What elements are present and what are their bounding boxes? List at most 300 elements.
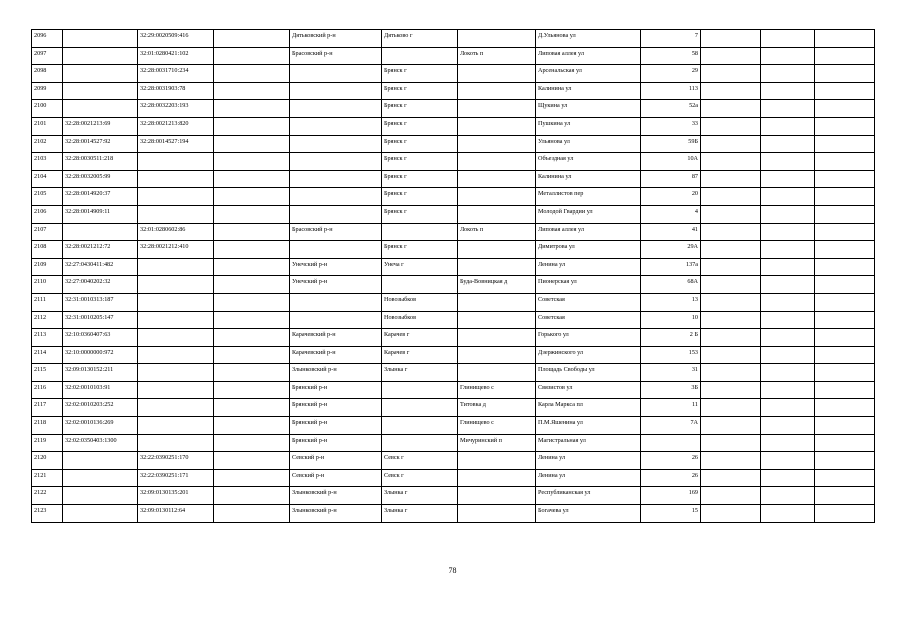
district-cell: Брянский р-н: [290, 417, 382, 435]
district-cell: Злынковский р-н: [290, 364, 382, 382]
empty-column-cell: [214, 170, 290, 188]
extra-column-1-cell: [701, 487, 761, 505]
extra-column-3-cell: [815, 399, 875, 417]
extra-column-2-cell: [761, 47, 815, 65]
cadastral-number-1-cell: 32:28:0021212:72: [63, 241, 138, 259]
street-cell: Щукина ул: [536, 100, 641, 118]
row-number-cell: 2116: [32, 381, 63, 399]
street-cell: Объездная ул: [536, 153, 641, 171]
extra-column-2-cell: [761, 100, 815, 118]
settlement-cell: [458, 241, 536, 259]
district-cell: [290, 100, 382, 118]
city-cell: Брянск г: [382, 188, 458, 206]
cadastral-number-1-cell: 32:28:0030511:218: [63, 153, 138, 171]
cadastral-number-2-cell: 32:09:0130112:64: [138, 505, 214, 523]
district-cell: Брянский р-н: [290, 381, 382, 399]
row-number-cell: 2097: [32, 47, 63, 65]
extra-column-3-cell: [815, 241, 875, 259]
district-cell: [290, 205, 382, 223]
row-number-cell: 2119: [32, 434, 63, 452]
city-cell: [382, 399, 458, 417]
house-number-cell: 29А: [641, 241, 701, 259]
empty-column-cell: [214, 258, 290, 276]
row-number-cell: 2123: [32, 505, 63, 523]
empty-column-cell: [214, 399, 290, 417]
page-number: 78: [448, 566, 457, 575]
table-row: [32, 364, 875, 382]
house-number-cell: 52а: [641, 100, 701, 118]
extra-column-3-cell: [815, 82, 875, 100]
row-number-cell: 2115: [32, 364, 63, 382]
street-cell: Димитрова ул: [536, 241, 641, 259]
extra-column-1-cell: [701, 276, 761, 294]
street-cell: Площадь Свободы ул: [536, 364, 641, 382]
row-number-cell: 2113: [32, 329, 63, 347]
extra-column-3-cell: [815, 293, 875, 311]
house-number-cell: 2 Б: [641, 329, 701, 347]
settlement-cell: [458, 117, 536, 135]
extra-column-1-cell: [701, 311, 761, 329]
cadastral-number-1-cell: 32:28:0021213:69: [63, 117, 138, 135]
extra-column-1-cell: [701, 434, 761, 452]
city-cell: Брянск г: [382, 153, 458, 171]
empty-column-cell: [214, 469, 290, 487]
extra-column-2-cell: [761, 188, 815, 206]
street-cell: Пушкина ул: [536, 117, 641, 135]
extra-column-1-cell: [701, 223, 761, 241]
street-cell: Пионерская ул: [536, 276, 641, 294]
extra-column-2-cell: [761, 293, 815, 311]
house-number-cell: 29: [641, 65, 701, 83]
table-row: [32, 100, 875, 118]
street-cell: Связистов ул: [536, 381, 641, 399]
district-cell: Севский р-н: [290, 452, 382, 470]
empty-column-cell: [214, 82, 290, 100]
cadastral-number-2-cell: [138, 329, 214, 347]
extra-column-2-cell: [761, 241, 815, 259]
settlement-cell: [458, 505, 536, 523]
settlement-cell: [458, 82, 536, 100]
street-cell: Ульянова ул: [536, 135, 641, 153]
street-cell: П.М.Яшенина ул: [536, 417, 641, 435]
extra-column-3-cell: [815, 47, 875, 65]
district-cell: Дятьковский р-н: [290, 30, 382, 48]
empty-column-cell: [214, 276, 290, 294]
extra-column-3-cell: [815, 364, 875, 382]
settlement-cell: [458, 293, 536, 311]
district-cell: Брасовский р-н: [290, 47, 382, 65]
cadastral-number-1-cell: 32:02:0010103:91: [63, 381, 138, 399]
district-cell: [290, 293, 382, 311]
extra-column-3-cell: [815, 258, 875, 276]
street-cell: Советская: [536, 293, 641, 311]
extra-column-2-cell: [761, 487, 815, 505]
table-row: [32, 311, 875, 329]
house-number-cell: 7: [641, 30, 701, 48]
city-cell: Брянск г: [382, 100, 458, 118]
city-cell: Злынка г: [382, 505, 458, 523]
cadastral-number-1-cell: [63, 47, 138, 65]
row-number-cell: 2112: [32, 311, 63, 329]
empty-column-cell: [214, 205, 290, 223]
city-cell: Карачев г: [382, 346, 458, 364]
cadastral-number-2-cell: [138, 346, 214, 364]
settlement-cell: Титовка д: [458, 399, 536, 417]
table-row: [32, 117, 875, 135]
extra-column-1-cell: [701, 117, 761, 135]
street-cell: Дзержинского ул: [536, 346, 641, 364]
street-cell: Магистральная ул: [536, 434, 641, 452]
settlement-cell: [458, 153, 536, 171]
row-number-cell: 2106: [32, 205, 63, 223]
cadastral-number-2-cell: 32:28:0021213:820: [138, 117, 214, 135]
extra-column-2-cell: [761, 399, 815, 417]
settlement-cell: [458, 65, 536, 83]
extra-column-2-cell: [761, 276, 815, 294]
district-cell: [290, 82, 382, 100]
settlement-cell: Мичуринский п: [458, 434, 536, 452]
cadastral-number-1-cell: 32:10:0000000:972: [63, 346, 138, 364]
cadastral-number-2-cell: [138, 434, 214, 452]
extra-column-2-cell: [761, 258, 815, 276]
cadastral-number-2-cell: [138, 205, 214, 223]
row-number-cell: 2103: [32, 153, 63, 171]
street-cell: Молодой Гвардии ул: [536, 205, 641, 223]
cadastral-number-2-cell: 32:28:0031903:78: [138, 82, 214, 100]
cadastral-number-2-cell: 32:22:0390251:170: [138, 452, 214, 470]
extra-column-1-cell: [701, 346, 761, 364]
street-cell: Ленина ул: [536, 469, 641, 487]
extra-column-1-cell: [701, 417, 761, 435]
empty-column-cell: [214, 364, 290, 382]
table-row: [32, 241, 875, 259]
empty-column-cell: [214, 153, 290, 171]
extra-column-3-cell: [815, 469, 875, 487]
extra-column-2-cell: [761, 205, 815, 223]
district-cell: [290, 311, 382, 329]
extra-column-3-cell: [815, 276, 875, 294]
row-number-cell: 2108: [32, 241, 63, 259]
extra-column-2-cell: [761, 30, 815, 48]
street-cell: Республиканская ул: [536, 487, 641, 505]
city-cell: Брянск г: [382, 65, 458, 83]
table-row: [32, 47, 875, 65]
district-cell: Карачевский р-н: [290, 346, 382, 364]
cadastral-number-1-cell: [63, 505, 138, 523]
extra-column-3-cell: [815, 100, 875, 118]
settlement-cell: [458, 346, 536, 364]
empty-column-cell: [214, 65, 290, 83]
cadastral-number-1-cell: 32:02:0350403:1300: [63, 434, 138, 452]
row-number-cell: 2107: [32, 223, 63, 241]
row-number-cell: 2100: [32, 100, 63, 118]
settlement-cell: [458, 170, 536, 188]
cadastral-number-2-cell: [138, 381, 214, 399]
row-number-cell: 2117: [32, 399, 63, 417]
extra-column-1-cell: [701, 153, 761, 171]
table-row: [32, 30, 875, 48]
house-number-cell: 7А: [641, 417, 701, 435]
settlement-cell: Локоть п: [458, 223, 536, 241]
cadastral-number-1-cell: [63, 65, 138, 83]
street-cell: Калинина ул: [536, 82, 641, 100]
district-cell: Брянский р-н: [290, 399, 382, 417]
city-cell: Новозыбков: [382, 293, 458, 311]
cadastral-number-2-cell: [138, 293, 214, 311]
street-cell: Советская: [536, 311, 641, 329]
cadastral-number-1-cell: 32:27:0040202:32: [63, 276, 138, 294]
cadastral-number-2-cell: 32:28:0021212:410: [138, 241, 214, 259]
cadastral-number-2-cell: 32:01:0280421:102: [138, 47, 214, 65]
empty-column-cell: [214, 487, 290, 505]
extra-column-2-cell: [761, 346, 815, 364]
empty-column-cell: [214, 30, 290, 48]
district-cell: Брянский р-н: [290, 434, 382, 452]
table-row: [32, 205, 875, 223]
extra-column-3-cell: [815, 311, 875, 329]
extra-column-2-cell: [761, 329, 815, 347]
cadastral-number-2-cell: 32:28:0031710:234: [138, 65, 214, 83]
table-row: [32, 487, 875, 505]
city-cell: Севск г: [382, 452, 458, 470]
city-cell: Унеча г: [382, 258, 458, 276]
row-number-cell: 2120: [32, 452, 63, 470]
street-cell: Липовая аллея ул: [536, 223, 641, 241]
table-row: [32, 223, 875, 241]
settlement-cell: [458, 452, 536, 470]
empty-column-cell: [214, 100, 290, 118]
street-cell: Арсенальская ул: [536, 65, 641, 83]
house-number-cell: 153: [641, 346, 701, 364]
extra-column-3-cell: [815, 170, 875, 188]
house-number-cell: 13: [641, 293, 701, 311]
city-cell: Брянск г: [382, 117, 458, 135]
cadastral-number-1-cell: [63, 223, 138, 241]
extra-column-1-cell: [701, 65, 761, 83]
register-table-container: [31, 29, 874, 523]
settlement-cell: [458, 100, 536, 118]
extra-column-3-cell: [815, 346, 875, 364]
row-number-cell: 2121: [32, 469, 63, 487]
street-cell: Д.Ульянова ул: [536, 30, 641, 48]
row-number-cell: 2110: [32, 276, 63, 294]
street-cell: Калинина ул: [536, 170, 641, 188]
cadastral-number-2-cell: 32:29:0020509:416: [138, 30, 214, 48]
extra-column-3-cell: [815, 329, 875, 347]
cadastral-number-1-cell: 32:28:0032005:99: [63, 170, 138, 188]
cadastral-number-2-cell: 32:28:0032203:193: [138, 100, 214, 118]
extra-column-2-cell: [761, 505, 815, 523]
table-row: [32, 153, 875, 171]
extra-column-3-cell: [815, 188, 875, 206]
cadastral-number-2-cell: 32:01:0280602:86: [138, 223, 214, 241]
extra-column-2-cell: [761, 135, 815, 153]
cadastral-number-1-cell: 32:02:0010136:269: [63, 417, 138, 435]
street-cell: Ленина ул: [536, 258, 641, 276]
extra-column-1-cell: [701, 241, 761, 259]
house-number-cell: 59Б: [641, 135, 701, 153]
settlement-cell: [458, 188, 536, 206]
table-row: [32, 65, 875, 83]
city-cell: [382, 434, 458, 452]
city-cell: Злынка г: [382, 487, 458, 505]
city-cell: Брянск г: [382, 170, 458, 188]
house-number-cell: 33: [641, 117, 701, 135]
district-cell: [290, 135, 382, 153]
table-row: [32, 399, 875, 417]
cadastral-number-1-cell: [63, 487, 138, 505]
settlement-cell: [458, 258, 536, 276]
street-cell: Богачева ул: [536, 505, 641, 523]
city-cell: Севск г: [382, 469, 458, 487]
city-cell: Новозыбков: [382, 311, 458, 329]
extra-column-1-cell: [701, 188, 761, 206]
street-cell: Карла Маркса пл: [536, 399, 641, 417]
empty-column-cell: [214, 241, 290, 259]
house-number-cell: 20: [641, 188, 701, 206]
district-cell: [290, 241, 382, 259]
cadastral-number-2-cell: [138, 153, 214, 171]
extra-column-1-cell: [701, 47, 761, 65]
house-number-cell: 26: [641, 469, 701, 487]
extra-column-1-cell: [701, 469, 761, 487]
cadastral-number-1-cell: 32:31:0010205:147: [63, 311, 138, 329]
extra-column-1-cell: [701, 135, 761, 153]
house-number-cell: 3Б: [641, 381, 701, 399]
city-cell: Злынка г: [382, 364, 458, 382]
extra-column-2-cell: [761, 434, 815, 452]
district-cell: Севский р-н: [290, 469, 382, 487]
house-number-cell: 68А: [641, 276, 701, 294]
extra-column-2-cell: [761, 381, 815, 399]
house-number-cell: 15: [641, 505, 701, 523]
empty-column-cell: [214, 346, 290, 364]
city-cell: Брянск г: [382, 135, 458, 153]
city-cell: Дятьково г: [382, 30, 458, 48]
extra-column-3-cell: [815, 65, 875, 83]
empty-column-cell: [214, 311, 290, 329]
extra-column-1-cell: [701, 381, 761, 399]
cadastral-number-2-cell: [138, 170, 214, 188]
empty-column-cell: [214, 135, 290, 153]
house-number-cell: 10А: [641, 153, 701, 171]
cadastral-number-2-cell: [138, 258, 214, 276]
table-row: [32, 135, 875, 153]
district-cell: Злынковский р-н: [290, 505, 382, 523]
house-number-cell: 87: [641, 170, 701, 188]
street-cell: Металлистов пер: [536, 188, 641, 206]
cadastral-number-2-cell: [138, 399, 214, 417]
extra-column-2-cell: [761, 117, 815, 135]
extra-column-3-cell: [815, 487, 875, 505]
district-cell: [290, 153, 382, 171]
cadastral-number-2-cell: [138, 417, 214, 435]
city-cell: Карачев г: [382, 329, 458, 347]
cadastral-number-1-cell: [63, 30, 138, 48]
row-number-cell: 2122: [32, 487, 63, 505]
house-number-cell: [641, 434, 701, 452]
row-number-cell: 2105: [32, 188, 63, 206]
settlement-cell: [458, 329, 536, 347]
cadastral-number-1-cell: 32:10:0360407:63: [63, 329, 138, 347]
settlement-cell: [458, 135, 536, 153]
empty-column-cell: [214, 434, 290, 452]
table-row: [32, 170, 875, 188]
empty-column-cell: [214, 452, 290, 470]
row-number-cell: 2111: [32, 293, 63, 311]
extra-column-1-cell: [701, 100, 761, 118]
row-number-cell: 2104: [32, 170, 63, 188]
table-row: [32, 188, 875, 206]
table-row: [32, 381, 875, 399]
settlement-cell: Локоть п: [458, 47, 536, 65]
city-cell: [382, 223, 458, 241]
cadastral-number-1-cell: 32:28:0014527:92: [63, 135, 138, 153]
cadastral-number-1-cell: 32:28:0014920:37: [63, 188, 138, 206]
empty-column-cell: [214, 381, 290, 399]
extra-column-3-cell: [815, 223, 875, 241]
extra-column-2-cell: [761, 82, 815, 100]
settlement-cell: Буда-Вовницкая д: [458, 276, 536, 294]
empty-column-cell: [214, 329, 290, 347]
street-cell: Липовая аллея ул: [536, 47, 641, 65]
house-number-cell: 26: [641, 452, 701, 470]
settlement-cell: Глинищево с: [458, 417, 536, 435]
table-row: [32, 82, 875, 100]
table-row: [32, 452, 875, 470]
house-number-cell: 31: [641, 364, 701, 382]
empty-column-cell: [214, 293, 290, 311]
city-cell: Брянск г: [382, 82, 458, 100]
extra-column-1-cell: [701, 258, 761, 276]
extra-column-2-cell: [761, 417, 815, 435]
cadastral-number-2-cell: [138, 276, 214, 294]
city-cell: Брянск г: [382, 205, 458, 223]
extra-column-3-cell: [815, 434, 875, 452]
extra-column-2-cell: [761, 469, 815, 487]
cadastral-number-2-cell: [138, 311, 214, 329]
extra-column-3-cell: [815, 381, 875, 399]
row-number-cell: 2102: [32, 135, 63, 153]
empty-column-cell: [214, 417, 290, 435]
table-row: [32, 346, 875, 364]
extra-column-3-cell: [815, 117, 875, 135]
house-number-cell: 169: [641, 487, 701, 505]
empty-column-cell: [214, 505, 290, 523]
extra-column-1-cell: [701, 329, 761, 347]
cadastral-number-2-cell: 32:22:0390251:171: [138, 469, 214, 487]
district-cell: Карачевский р-н: [290, 329, 382, 347]
empty-column-cell: [214, 188, 290, 206]
extra-column-2-cell: [761, 311, 815, 329]
extra-column-1-cell: [701, 30, 761, 48]
cadastral-number-1-cell: [63, 469, 138, 487]
extra-column-2-cell: [761, 170, 815, 188]
row-number-cell: 2098: [32, 65, 63, 83]
cadastral-number-2-cell: [138, 188, 214, 206]
table-row: [32, 434, 875, 452]
extra-column-1-cell: [701, 505, 761, 523]
table-row: [32, 293, 875, 311]
street-cell: Ленина ул: [536, 452, 641, 470]
row-number-cell: 2096: [32, 30, 63, 48]
city-cell: Брянск г: [382, 241, 458, 259]
settlement-cell: [458, 205, 536, 223]
city-cell: [382, 381, 458, 399]
district-cell: [290, 65, 382, 83]
register-table: [31, 29, 875, 523]
extra-column-1-cell: [701, 364, 761, 382]
